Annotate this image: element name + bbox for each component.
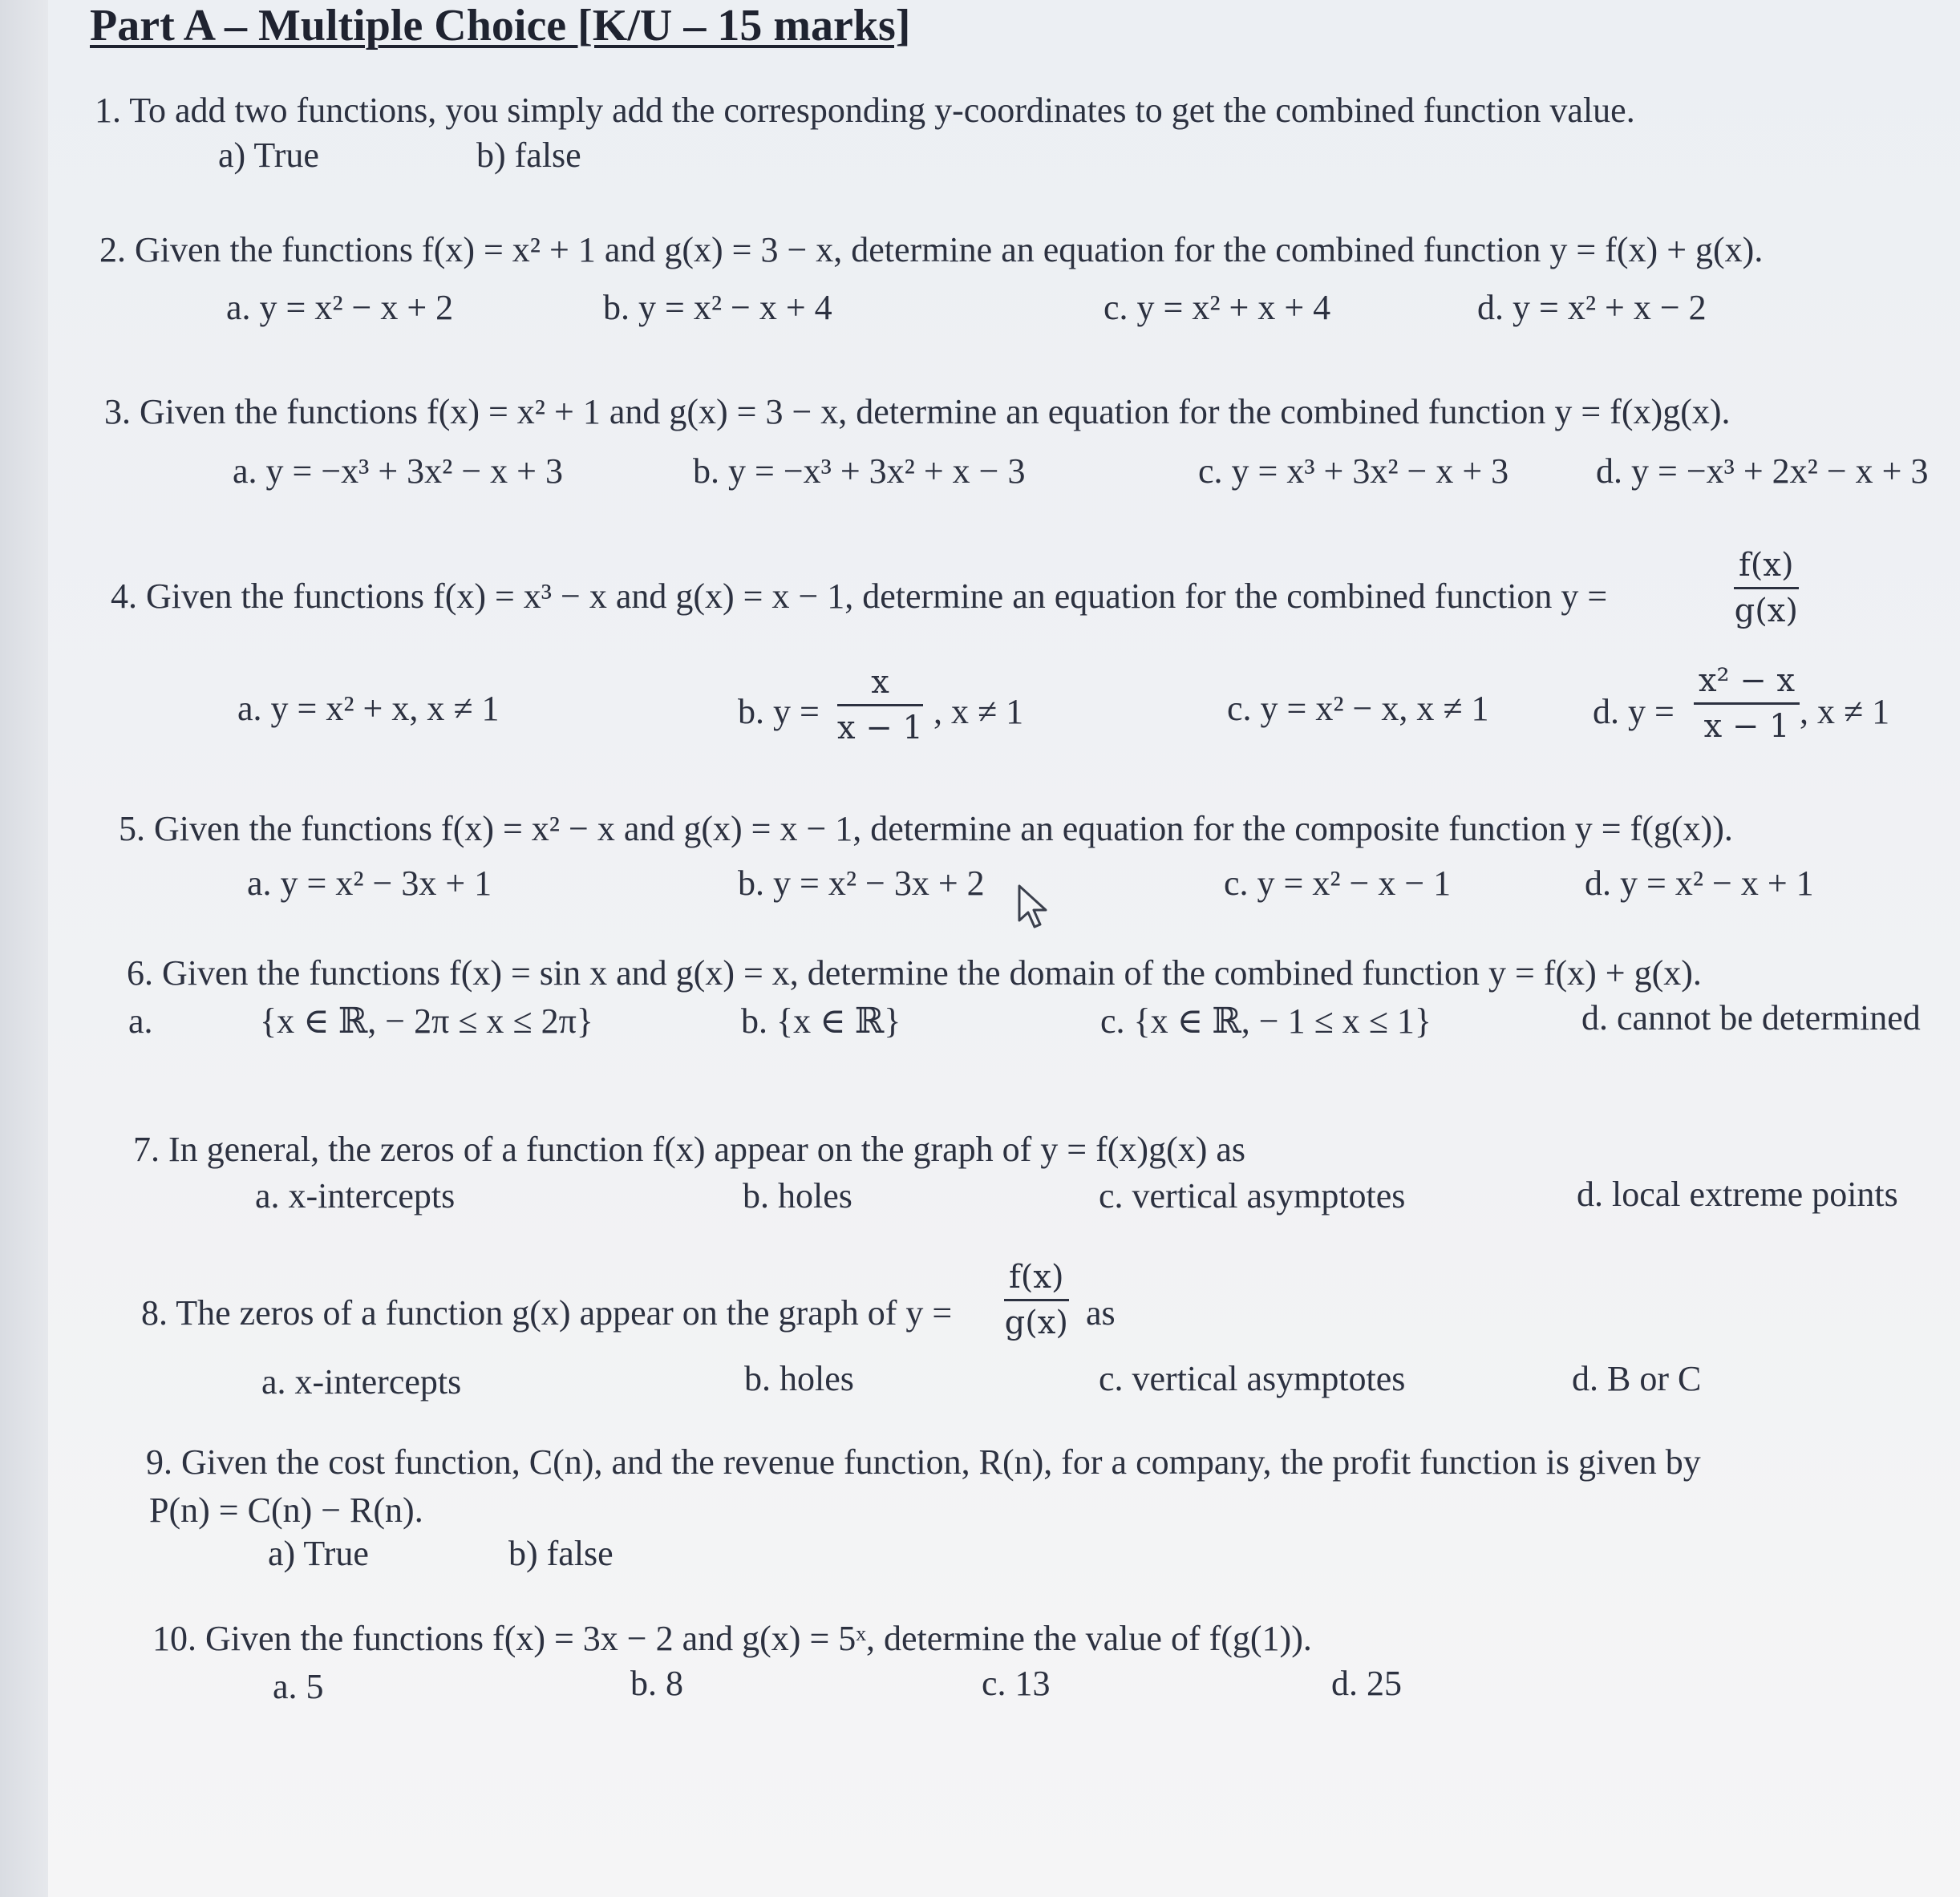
page-edge-shadow: [0, 0, 48, 1897]
question-8-fraction-numerator: f(x): [1004, 1259, 1069, 1301]
question-4-option-d-fraction[interactable]: [1694, 662, 1800, 745]
question-2-option-d[interactable]: d. y = x² + x − 2: [1477, 288, 1707, 327]
question-7-option-d[interactable]: d. local extreme points: [1577, 1175, 1898, 1214]
question-8-text-suffix: as: [1086, 1293, 1116, 1333]
question-3-option-d[interactable]: d. y = −x³ + 2x² − x + 3: [1596, 451, 1929, 491]
question-5-text: 5. Given the functions f(x) = x² − x and g(x) = x − 1, determine an equation for the composite function y = f(g(x)).: [119, 809, 1733, 848]
question-7-text: 7. In general, the zeros of a function f(x) appear on the graph of y = f(x)g(x) as: [133, 1130, 1246, 1169]
question-10-option-d[interactable]: d. 25: [1331, 1664, 1402, 1703]
question-4-option-b-denominator: x − 1: [837, 710, 923, 746]
question-8-option-b[interactable]: b. holes: [744, 1359, 854, 1398]
question-4-fraction: [1734, 547, 1799, 629]
question-4-text: 4. Given the functions f(x) = x³ − x and g(x) = x − 1, determine an equation for the combined function y =: [111, 576, 1608, 616]
question-10-option-a[interactable]: a. 5: [273, 1667, 324, 1706]
mouse-pointer-icon: [1017, 884, 1049, 930]
question-4-option-b-fraction[interactable]: [837, 664, 923, 746]
question-4-option-b-label[interactable]: b. y =: [738, 692, 820, 731]
question-4-option-a[interactable]: a. y = x² + x, x ≠ 1: [237, 689, 500, 728]
question-5-option-d[interactable]: d. y = x² − x + 1: [1585, 864, 1814, 903]
question-6-option-a-label[interactable]: a.: [128, 1001, 153, 1041]
worksheet-page: [48, 0, 1960, 1897]
question-10-text: 10. Given the functions f(x) = 3x − 2 and g(x) = 5ˣ, determine the value of f(g(1)).: [152, 1619, 1312, 1658]
question-4-option-b-numerator: x: [837, 664, 923, 706]
question-7-option-b[interactable]: b. holes: [743, 1176, 852, 1215]
question-6-option-b[interactable]: b. {x ∈ ℝ}: [741, 1001, 901, 1041]
question-4-option-d-condition[interactable]: , x ≠ 1: [1800, 692, 1890, 731]
question-5-option-b[interactable]: b. y = x² − 3x + 2: [738, 864, 985, 903]
question-9-formula: P(n) = C(n) − R(n).: [149, 1490, 423, 1530]
question-2-option-c[interactable]: c. y = x² + x + 4: [1104, 288, 1331, 327]
section-title: Part A – Multiple Choice [K/U – 15 marks]: [90, 1, 911, 51]
question-2-option-b[interactable]: b. y = x² − x + 4: [603, 288, 832, 327]
question-1-option-a[interactable]: a) True: [218, 136, 319, 175]
question-8-option-a[interactable]: a. x-intercepts: [261, 1362, 462, 1402]
question-4-fraction-numerator: f(x): [1734, 547, 1799, 589]
question-7-option-c[interactable]: c. vertical asymptotes: [1099, 1176, 1406, 1215]
question-4-option-d-denominator: x − 1: [1703, 708, 1790, 745]
question-3-text: 3. Given the functions f(x) = x² + 1 and g(x) = 3 − x, determine an equation for the combined function y = f(x)g(x).: [104, 392, 1731, 431]
question-6-option-a[interactable]: {x ∈ ℝ, − 2π ≤ x ≤ 2π}: [260, 1001, 593, 1041]
question-5-option-c[interactable]: c. y = x² − x − 1: [1224, 864, 1452, 903]
question-4-option-b-condition[interactable]: , x ≠ 1: [933, 692, 1024, 731]
question-5-option-a[interactable]: a. y = x² − 3x + 1: [247, 864, 492, 903]
question-1-text: 1. To add two functions, you simply add the corresponding y-coordinates to get the combined function value.: [95, 91, 1635, 130]
question-3-option-a[interactable]: a. y = −x³ + 3x² − x + 3: [233, 451, 563, 491]
question-1-option-b[interactable]: b) false: [476, 136, 581, 175]
question-8-fraction: [1004, 1259, 1069, 1341]
question-4-option-d-numerator: x² − x: [1694, 662, 1800, 705]
question-6-option-d[interactable]: d. cannot be determined: [1581, 998, 1921, 1037]
question-2-text: 2. Given the functions f(x) = x² + 1 and g(x) = 3 − x, determine an equation for the combined function y = f(x) + g(x).: [99, 230, 1764, 269]
question-9-text: 9. Given the cost function, C(n), and the revenue function, R(n), for a company, the profit function is given by: [146, 1442, 1701, 1482]
question-8-text: 8. The zeros of a function g(x) appear on the graph of y =: [141, 1293, 953, 1333]
question-8-fraction-denominator: g(x): [1004, 1304, 1068, 1341]
question-9-option-a[interactable]: a) True: [268, 1534, 369, 1573]
question-4-option-c[interactable]: c. y = x² − x, x ≠ 1: [1227, 689, 1489, 728]
question-8-option-d[interactable]: d. B or C: [1572, 1359, 1702, 1398]
question-8-option-c[interactable]: c. vertical asymptotes: [1099, 1359, 1406, 1398]
question-6-option-c[interactable]: c. {x ∈ ℝ, − 1 ≤ x ≤ 1}: [1100, 1001, 1432, 1041]
question-3-option-b[interactable]: b. y = −x³ + 3x² + x − 3: [693, 451, 1026, 491]
question-9-option-b[interactable]: b) false: [508, 1534, 614, 1573]
question-10-option-b[interactable]: b. 8: [630, 1664, 683, 1703]
question-7-option-a[interactable]: a. x-intercepts: [255, 1176, 456, 1215]
question-2-option-a[interactable]: a. y = x² − x + 2: [226, 288, 454, 327]
question-3-option-c[interactable]: c. y = x³ + 3x² − x + 3: [1198, 451, 1509, 491]
question-4-fraction-denominator: g(x): [1734, 593, 1798, 629]
question-6-text: 6. Given the functions f(x) = sin x and g(x) = x, determine the domain of the combined function y = f(x) + g(x).: [127, 953, 1702, 993]
question-10-option-c[interactable]: c. 13: [982, 1664, 1051, 1703]
question-4-option-d-label[interactable]: d. y =: [1593, 692, 1675, 731]
